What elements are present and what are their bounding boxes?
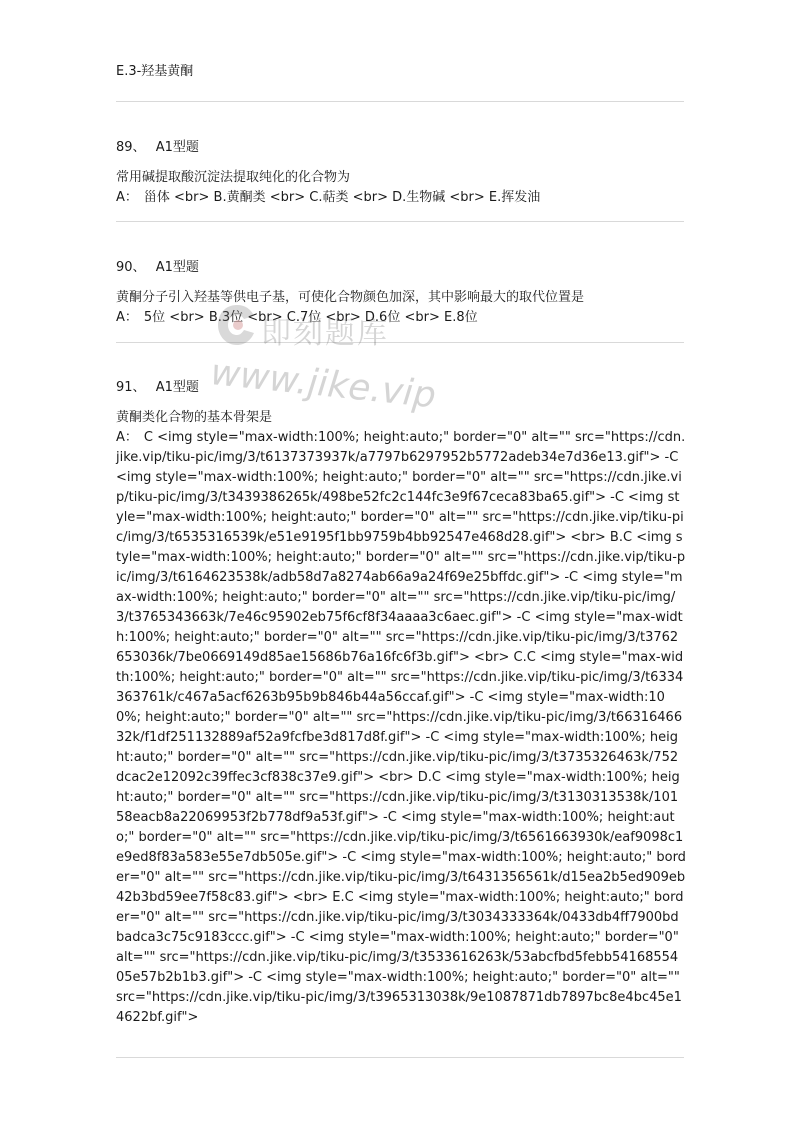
question-answer xyxy=(116,308,686,328)
divider xyxy=(116,221,684,222)
question-number: 90、 xyxy=(116,260,146,275)
question-number: 91、 xyxy=(116,380,146,395)
question-header xyxy=(116,138,686,158)
answer-label: A： xyxy=(116,190,138,205)
previous-answer-option: E.3-羟基黄酮 xyxy=(116,64,194,79)
question-type: A1型题 xyxy=(155,260,199,275)
question-type: A1型题 xyxy=(155,380,199,395)
divider xyxy=(116,342,684,343)
question-90 xyxy=(116,258,686,328)
answer-text: 5位 <br> B.3位 <br> C.7位 <br> D.6位 <br> E.8位 xyxy=(143,310,478,325)
question-answer xyxy=(116,428,686,1028)
question-89 xyxy=(116,138,686,208)
question-stem: 常用碱提取酸沉淀法提取纯化的化合物为 xyxy=(116,170,351,185)
question-answer xyxy=(116,188,686,208)
watermark-url: www.jike.vip xyxy=(208,352,438,417)
question-stem: 黄酮分子引入羟基等供电子基，可使化合物颜色加深，其中影响最大的取代位置是 xyxy=(116,290,585,305)
answer-label: A： xyxy=(116,310,138,325)
divider xyxy=(116,101,684,102)
question-header xyxy=(116,258,686,278)
question-91 xyxy=(116,378,686,1028)
question-type: A1型题 xyxy=(155,140,199,155)
answer-label: A： xyxy=(116,430,138,445)
answer-text: 甾体 <br> B.黄酮类 <br> C.萜类 <br> D.生物碱 <br> E.挥发油 xyxy=(143,190,541,205)
answer-text: C <img style="max-width:100%; height:auto;" border="0" alt="" src="https://cdn.jike.vip/tiku-pic/img/3/t6137373937k/a7797b6297952b5772adeb34e7d36e13.gif"> -C <img style="max-width:100%; height:auto;" border="0" alt="" src="https://cdn.jike.vip/tiku-pic/img/3/t3439386265k/498be52fc2c144fc3e9f67ceca83ba65.gif"> -C <img style="max-width:100%; height:auto;" border="0" alt="" src="https://cdn.jike.vip/tiku-pic/img/3/t6535316539k/e51e9195f1bb9759b4bb92547e468d28.gif"> <br> B.C <img style="max-width:100%; height:auto;" border="0" alt="" src="https://cdn.jike.vip/tiku-pic/img/3/t6164623538k/adb58d7a8274ab66a9a24f69e25bffdc.gif"> -C <img style="max-width:100%; height:auto;" border="0" alt="" src="https://cdn.jike.vip/tiku-pic/img/3/t3765343663k/7e46c95902eb75f6cf8f34aaaa3c6aec.gif"> -C <img style="max-width:100%; height:auto;" border="0" alt="" src="https://cdn.jike.vip/tiku-pic/img/3/t3762653036k/7be0669149d85ae15686b76a16fc6f3b.gif"> <br> C.C <img style="max-width:100%; height:auto;" border="0" alt="" src="https://cdn.jike.vip/tiku-pic/img/3/t6334363761k/c467a5acf6263b95b9b846b44a56ccaf.gif"> -C <img style="max-width:100%; height:auto;" border="0" alt="" src="https://cdn.jike.vip/tiku-pic/img/3/t6631646632k/f1df251132889af52a9fcfbe3d817d8f.gif"> -C <img style="max-width:100%; height:auto;" border="0" alt="" src="https://cdn.jike.vip/tiku-pic/img/3/t3735326463k/752dcac2e12092c39ffec3cf838c37e9.gif"> <br> D.C <img style="max-width:100%; height:auto;" border="0" alt="" src="https://cdn.jike.vip/tiku-pic/img/3/t3130313538k/10158eacb8a22069953f2b778df9a53f.gif"> -C <img style="max-width:100%; height:auto;" border="0" alt="" src="https://cdn.jike.vip/tiku-pic/img/3/t6561663930k/eaf9098c1e9ed8f83a583e55e7db505e.gif"> -C <img style="max-width:100%; height:auto;" border="0" alt="" src="https://cdn.jike.vip/tiku-pic/img/3/t6431356561k/d15ea2b5ed909eb42b3bd59ee7f58c83.gif"> <br> E.C <img style="max-width:100%; height:auto;" border="0" alt="" src="https://cdn.jike.vip/tiku-pic/img/3/t3034333364k/0433db4ff7900bdbadca3c75c9183ccc.gif"> -C <img style="max-width:100%; height:auto;" border="0" alt="" src="https://cdn.jike.vip/tiku-pic/img/3/t3533616263k/53abcfbd5febb5416855405e57b2b1b3.gif"> -C <img style="max-width:100%; height:auto;" border="0" alt="" src="https://cdn.jike.vip/tiku-pic/img/3/t3965313038k/9e1087871db7897bc8e4bc45e14622bf.gif"> xyxy=(116,430,686,1025)
question-number: 89、 xyxy=(116,140,146,155)
question-header xyxy=(116,378,686,398)
watermark-brand: 即刻题库 xyxy=(261,316,389,351)
divider xyxy=(116,1057,684,1058)
question-stem: 黄酮类化合物的基本骨架是 xyxy=(116,410,273,425)
